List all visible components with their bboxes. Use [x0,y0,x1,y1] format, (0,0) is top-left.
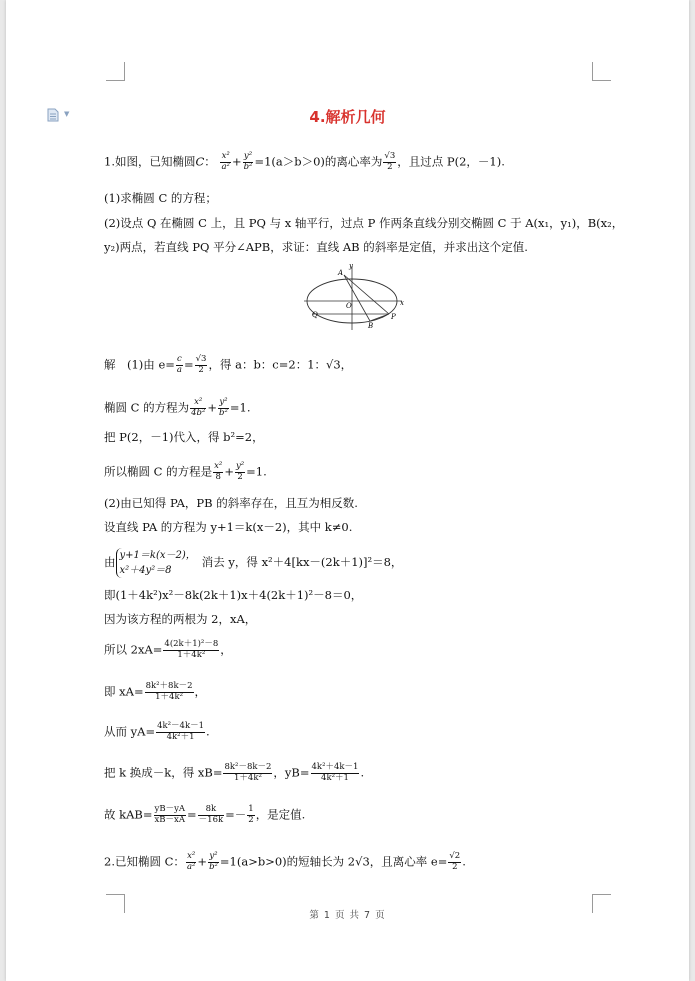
denominator: 4b² [191,407,206,418]
text: 消去 y，得 x²＋4[kx－(2k＋1)]²＝8， [201,555,403,569]
numerator: 8k²＋8k－2 [145,681,193,691]
fraction [154,805,187,826]
text: =1. [229,400,251,415]
text: + [231,154,242,169]
solution-step-2 [104,398,250,419]
denominator: 1＋4k² [155,691,183,702]
numerator: 4k²－4k－1 [157,721,205,731]
solution-step-13 [104,763,364,784]
text: 所以椭圆 C 的方程是 [104,464,213,479]
equation-1: y+1＝k(x－2)， [119,550,196,561]
line-pb [370,314,389,321]
text: ， [220,642,232,657]
text: 椭圆 C 的方程为 [104,400,190,415]
text: + [197,854,208,869]
fraction [163,640,219,661]
numerator: √3 [384,151,396,161]
equation-2: x²＋4y²＝8 [119,565,172,576]
denominator: 1＋4k² [177,649,206,660]
solution-step-8: 即(1＋4k²)x²－8k(2k＋1)x＋4(2k＋1)²－8＝0， [104,588,363,602]
label-x: x [400,299,404,307]
denominator: a² [186,861,196,872]
numerator: x² [187,851,196,861]
denominator: 2 [248,814,254,825]
denominator: b² [243,161,253,172]
denominator: －16k [198,814,224,825]
problem-1-statement [104,152,505,173]
document-page [6,0,689,981]
fraction [195,355,208,376]
fraction [311,763,360,784]
text: = [183,357,194,372]
numerator: 1 [248,804,254,814]
chevron-down-icon[interactable]: ▼ [64,110,70,118]
text: = [187,807,197,822]
equation-system [116,548,196,578]
label-o: O [346,302,352,310]
numerator: y² [235,461,245,471]
denominator: 4k²＋1 [166,731,195,742]
fraction [190,398,206,419]
fraction [213,462,223,483]
solution-step-14 [104,805,305,826]
denominator: 1＋4k² [234,772,262,783]
solution-step-7 [104,548,402,578]
fraction [223,763,272,784]
denominator: a [176,364,182,375]
text: 即 xA= [104,684,144,699]
numerator: y² [219,397,228,407]
text: 故 kAB= [104,807,153,822]
crop-mark-top-left [106,62,125,81]
text: 由 [104,555,116,569]
denominator: b² [219,407,228,418]
text: . [462,854,466,869]
solution-step-9: 因为该方程的两根为 2，xA， [104,612,257,626]
solution-step-4 [104,462,267,483]
crop-mark-top-right [592,62,611,81]
fraction [448,852,461,873]
text: ： [204,154,216,169]
numerator: x² [221,151,230,161]
page-footer: 第 1 页 共 7 页 [309,910,386,921]
fraction [243,152,254,173]
text: =1. [246,464,267,479]
numerator: c [177,354,182,364]
text: + [224,464,234,479]
text: C [195,154,205,169]
label-q: Q [312,311,318,319]
numerator: x² [190,398,206,409]
text: 解 (1)由 e= [104,357,175,372]
fraction [198,805,224,826]
numerator: yB－yA [154,804,186,814]
fraction [383,152,396,173]
label-b: B [368,322,374,330]
solution-step-6: 设直线 PA 的方程为 y+1＝k(x－2)，其中 k≠0. [104,520,353,534]
numerator: 8k [198,805,224,816]
solution-step-11 [104,682,206,703]
ellipse-figure [304,262,408,334]
label-a: A [338,269,344,277]
text: . [360,765,365,780]
fraction [208,852,219,873]
solution-step-12 [104,722,210,743]
numerator: 4(2k＋1)²－8 [164,639,219,649]
fraction [156,722,205,743]
denominator: 4k²＋1 [321,772,349,783]
solution-step-3: 把 P(2，－1)代入，得 b²=2， [104,430,264,444]
text: =－ [225,807,247,822]
text: + [207,400,218,415]
fraction [186,852,196,873]
denominator: 2 [237,471,243,482]
fraction [176,355,183,376]
question-1: (1)求椭圆 C 的方程； [104,191,217,205]
question-2-line-1: (2)设点 Q 在椭圆 C 上，且 PQ 与 x 轴平行，过点 P 作两条直线分别交椭圆 C 于 A(x₁，y₁)，B(x₂， [104,216,624,230]
page-title: 4.解析几何 [309,108,386,126]
text: 把 k 换成－k，得 xB= [104,765,223,780]
fraction [220,152,230,173]
text: =1(a>b>0)的短轴长为 2√3，且离心率 e= [219,854,448,869]
text: 1.如图，已知椭圆 [104,154,196,169]
denominator: b² [209,861,218,872]
numerator: 4k²＋4k－1 [311,762,359,772]
text: ，得 a：b：c=2：1：√3， [208,357,353,372]
text: ， [194,684,207,699]
text: . [206,724,210,739]
text: ，且过点 P(2，－1). [397,154,505,169]
numerator: 8k²－8k－2 [224,762,272,772]
denominator: 2 [452,861,458,872]
solution-step-10 [104,640,232,661]
numerator: y² [243,151,253,161]
fraction [247,805,254,826]
denominator: 8 [215,471,221,482]
problem-2-statement [104,852,466,873]
text: ，是定值. [255,807,306,822]
fraction [235,462,245,483]
numerator: √2 [449,851,461,861]
label-p: P [391,313,396,321]
denominator: 2 [198,364,204,375]
solution-step-5: (2)由已知得 PA，PB 的斜率存在，且互为相反数. [104,496,358,510]
numerator: √3 [195,354,207,364]
question-2-line-2: y₂)两点，若直线 PQ 平分∠APB，求证：直线 AB 的斜率是定值，并求出这个定值. [104,240,528,254]
text: =1(a＞b＞0)的离心率为 [254,154,383,169]
denominator: xB－xA [154,814,185,825]
fraction [218,398,229,419]
text: ，yB= [273,765,310,780]
solution-step-1 [104,355,352,376]
text: 所以 2xA= [104,642,163,657]
denominator: 2 [387,161,393,172]
numerator: x² [214,461,223,471]
denominator: a² [221,161,230,172]
fraction [145,682,194,703]
label-y: y [349,262,353,270]
text: 2.已知椭圆 C： [104,854,185,869]
numerator: y² [209,851,218,861]
text: 从而 yA= [104,724,156,739]
